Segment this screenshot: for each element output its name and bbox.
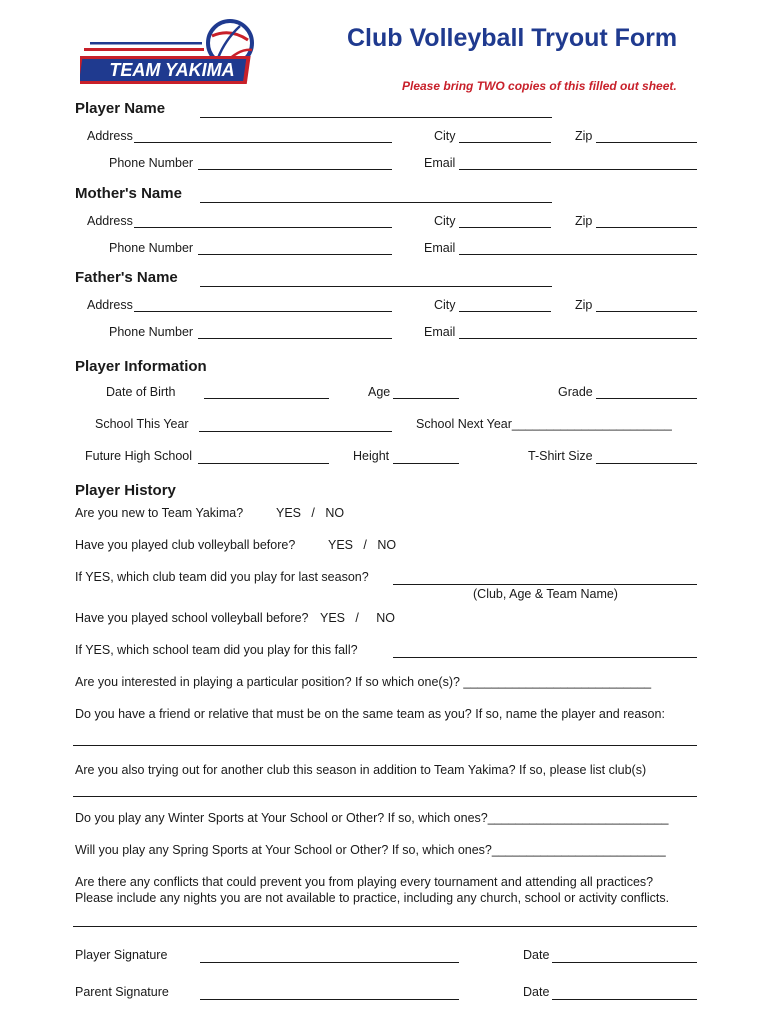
- school-next-year-label[interactable]: School Next Year_______________________: [416, 417, 672, 431]
- father-zip-label: Zip: [575, 298, 593, 312]
- player-address-label: Address: [87, 129, 133, 143]
- q-school-team-label: If YES, which school team did you play for this fall?: [75, 643, 358, 657]
- q-school-options[interactable]: YES / NO: [320, 611, 396, 625]
- conflicts-field[interactable]: [73, 926, 697, 927]
- player-city-label: City: [434, 129, 456, 143]
- height-label: Height: [353, 449, 390, 463]
- page-subtitle: Please bring TWO copies of this filled out sheet.: [402, 79, 677, 93]
- player-date-field[interactable]: [552, 962, 697, 963]
- player-date-label: Date: [523, 948, 550, 962]
- dob-field[interactable]: [204, 398, 329, 399]
- school-this-year-label: School This Year: [95, 417, 189, 431]
- team-yakima-logo: [80, 18, 260, 88]
- mother-zip-label: Zip: [575, 214, 593, 228]
- father-name-field[interactable]: [200, 286, 552, 287]
- player-email-field[interactable]: [459, 169, 697, 170]
- mother-name-field[interactable]: [200, 202, 552, 203]
- dob-label: Date of Birth: [106, 385, 176, 399]
- q-conflicts-line2: Please include any nights you are not available to practice, including any church, school or activity conflicts.: [75, 891, 670, 905]
- mother-city-field[interactable]: [459, 227, 551, 228]
- q-new-options[interactable]: YES / NO: [276, 506, 345, 520]
- future-hs-label: Future High School: [85, 449, 193, 463]
- mother-name-heading: Mother's Name: [75, 185, 182, 202]
- father-name-heading: Father's Name: [75, 269, 178, 286]
- q-club-label: Have you played club volleyball before?: [75, 538, 296, 552]
- height-field[interactable]: [393, 463, 459, 464]
- player-email-label: Email: [424, 156, 456, 170]
- school-team-field[interactable]: [393, 657, 697, 658]
- father-address-field[interactable]: [134, 311, 392, 312]
- parent-signature-field[interactable]: [200, 999, 459, 1000]
- q-club-team-label: If YES, which club team did you play for last season?: [75, 570, 369, 584]
- player-phone-label: Phone Number: [109, 156, 194, 170]
- q-club-options[interactable]: YES / NO: [328, 538, 397, 552]
- logo-text: TEAM YAKIMA: [109, 60, 235, 80]
- mother-phone-label: Phone Number: [109, 241, 194, 255]
- father-phone-label: Phone Number: [109, 325, 194, 339]
- q-position-label[interactable]: Are you interested in playing a particular position? If so which one(s)? ___________________________: [75, 675, 652, 689]
- parent-date-field[interactable]: [552, 999, 697, 1000]
- grade-field[interactable]: [596, 398, 697, 399]
- mother-email-field[interactable]: [459, 254, 697, 255]
- mother-phone-field[interactable]: [198, 254, 392, 255]
- father-city-field[interactable]: [459, 311, 551, 312]
- father-zip-field[interactable]: [596, 311, 697, 312]
- tshirt-label: T-Shirt Size: [528, 449, 593, 463]
- player-signature-field[interactable]: [200, 962, 459, 963]
- other-club-field[interactable]: [73, 796, 697, 797]
- parent-date-label: Date: [523, 985, 550, 999]
- player-name-field[interactable]: [200, 117, 552, 118]
- age-label: Age: [368, 385, 391, 399]
- mother-city-label: City: [434, 214, 456, 228]
- age-field[interactable]: [393, 398, 459, 399]
- q-spring-label[interactable]: Will you play any Spring Sports at Your School or Other? If so, which ones?_________________________: [75, 843, 666, 857]
- q-new-label: Are you new to Team Yakima?: [75, 506, 244, 520]
- player-address-field[interactable]: [134, 142, 392, 143]
- future-hs-field[interactable]: [198, 463, 329, 464]
- friend-field[interactable]: [73, 745, 697, 746]
- q-conflicts-line1: Are there any conflicts that could prevent you from playing every tournament and attending all practices?: [75, 875, 654, 889]
- father-phone-field[interactable]: [198, 338, 392, 339]
- mother-address-label: Address: [87, 214, 133, 228]
- player-zip-label: Zip: [575, 129, 593, 143]
- q-winter-label[interactable]: Do you play any Winter Sports at Your School or Other? If so, which ones?__________________________: [75, 811, 669, 825]
- club-team-field[interactable]: [393, 584, 697, 585]
- page-title: Club Volleyball Tryout Form: [347, 24, 678, 52]
- father-city-label: City: [434, 298, 456, 312]
- player-city-field[interactable]: [459, 142, 551, 143]
- player-phone-field[interactable]: [198, 169, 392, 170]
- father-email-field[interactable]: [459, 338, 697, 339]
- player-signature-label: Player Signature: [75, 948, 168, 962]
- player-info-heading: Player Information: [75, 358, 207, 375]
- parent-signature-label: Parent Signature: [75, 985, 169, 999]
- player-name-heading: Player Name: [75, 100, 166, 117]
- club-team-hint: (Club, Age & Team Name): [473, 587, 618, 601]
- mother-address-field[interactable]: [134, 227, 392, 228]
- father-address-label: Address: [87, 298, 133, 312]
- tshirt-field[interactable]: [596, 463, 697, 464]
- mother-email-label: Email: [424, 241, 456, 255]
- grade-label: Grade: [558, 385, 593, 399]
- q-other-club-label: Are you also trying out for another club this season in addition to Team Yakima? If so, please list club(s): [75, 763, 647, 777]
- q-school-label: Have you played school volleyball before?: [75, 611, 309, 625]
- player-zip-field[interactable]: [596, 142, 697, 143]
- player-history-heading: Player History: [75, 482, 176, 499]
- mother-zip-field[interactable]: [596, 227, 697, 228]
- father-email-label: Email: [424, 325, 456, 339]
- school-this-year-field[interactable]: [199, 431, 392, 432]
- q-friend-label: Do you have a friend or relative that must be on the same team as you? If so, name the player and reason:: [75, 707, 665, 721]
